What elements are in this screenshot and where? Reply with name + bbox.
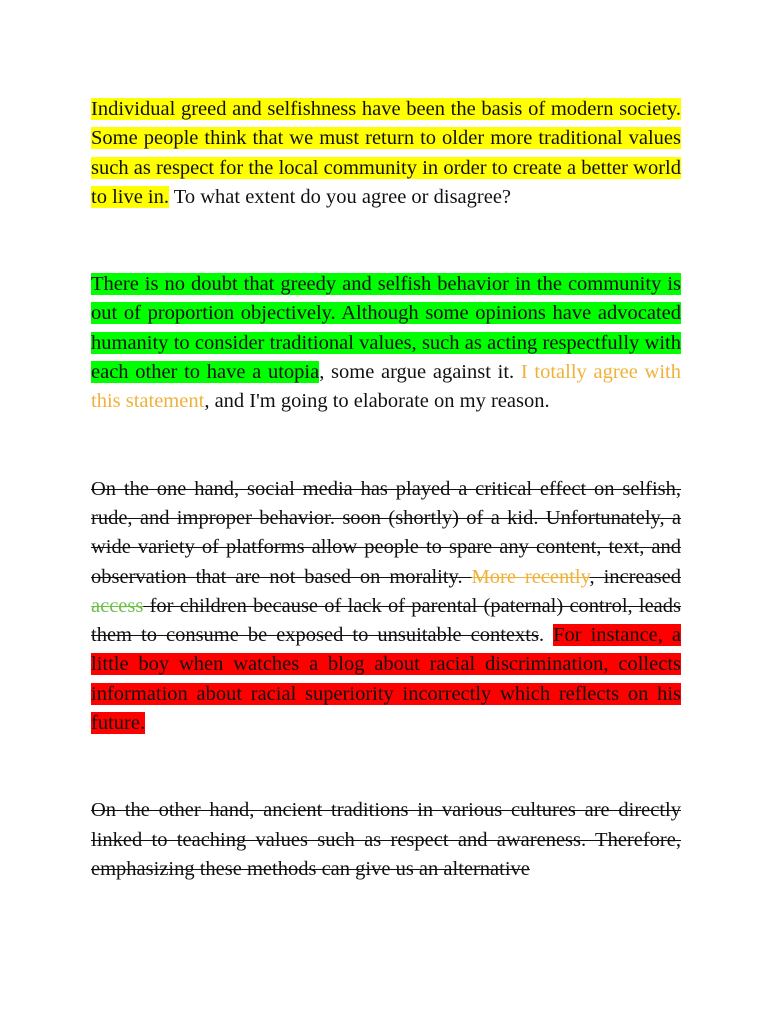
struck-text-segment: for children because of lack of parental (paternal) control, leads them to consume be exposed to unsuitable contexts — [91, 594, 681, 647]
intro-closing-text: , and I'm going to elaborate on my reason. — [204, 390, 550, 413]
body-paragraph-one — [91, 475, 681, 739]
struck-text-segment: On the one hand, social media has played a critical effect on selfish, rude, and improper behavior. soon (shortly) of a kid. Unfortunately, a wide variety of platforms allow people to spare any content, text, and observation that are not based on morality. — [91, 477, 681, 588]
red-highlighted-text: For instance, a little boy when watches a blog about racial discrimination, collects information about racial superiority incorrectly which reflects on his future. — [91, 624, 682, 735]
essay-prompt-paragraph — [91, 95, 681, 212]
struck-text-segment: , increased — [589, 565, 681, 588]
struck-text-segment: On the other hand, ancient traditions in various cultures are directly linked to teaching values such as respect and awareness. Therefore, emphasizing these methods can give us an alternative — [91, 799, 681, 880]
green-highlighted-text: There is no doubt that greedy and selfish behavior in the community is out of proportion objectively. Although some opinions have advocated humanity to consider traditional values, such as acting respectfully with each other to have a utopia — [91, 273, 681, 384]
struck-orange-text: More recently — [471, 565, 590, 588]
body-paragraph-two — [91, 796, 681, 884]
yellow-highlighted-text: Individual greed and selfishness have been the basis of modern society. Some people think that we must return to older more traditional values such as respect for the local community in order to create a better world to live in. — [91, 98, 681, 208]
intro-plain-text: , some argue against it. — [319, 361, 521, 384]
orange-colored-text: I totally agree with this statement — [91, 361, 682, 413]
prompt-question-text: To what extent do you agree or disagree? — [169, 185, 512, 208]
sentence-period: . — [538, 624, 554, 647]
introduction-paragraph — [91, 270, 681, 416]
struck-green-text: access — [91, 594, 144, 617]
document-page — [91, 95, 681, 884]
